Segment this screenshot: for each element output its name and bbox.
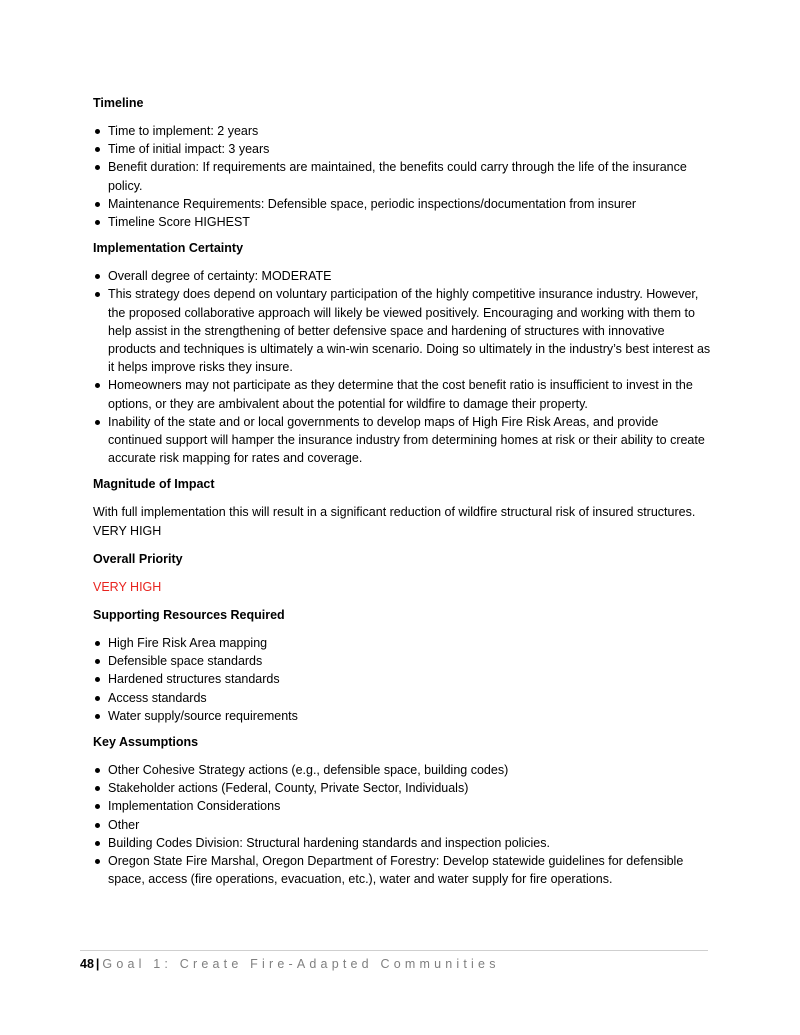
priority-value: VERY HIGH — [93, 579, 162, 594]
page-footer — [80, 950, 708, 973]
list-item: Defensible space standards — [93, 652, 713, 670]
list-item: Overall degree of certainty: MODERATE — [93, 267, 713, 285]
footer-separator: | — [95, 957, 100, 971]
list-item: Maintenance Requirements: Defensible space, periodic inspections/documentation from insurer — [93, 195, 713, 213]
timeline-heading: Timeline — [93, 96, 144, 110]
certainty-heading: Implementation Certainty — [93, 241, 244, 256]
assumptions-list — [93, 761, 713, 888]
list-item: Building Codes Division: Structural hardening standards and inspection policies. — [93, 834, 713, 852]
priority-heading: Overall Priority — [93, 551, 183, 566]
list-item: Water supply/source requirements — [93, 707, 713, 725]
certainty-list — [93, 267, 713, 467]
resources-heading: Supporting Resources Required — [93, 608, 285, 623]
list-item: Oregon State Fire Marshal, Oregon Department of Forestry: Develop statewide guidelines for defensible space, access (fire operations, evacuation, etc.), water and water supply for fire operations. — [93, 852, 713, 888]
list-item: This strategy does depend on voluntary participation of the highly competitive insurance industry. However, the proposed collaborative approach will likely be viewed positively. Encouraging and working with them to help assist in the strengthening of better defensive space and hardening of structures with innovative products and techniques is ultimately a win-win scenario. Doing so ultimately in the industry’s best interest as it helps improve risks they insure. — [93, 285, 713, 376]
list-item: Other Cohesive Strategy actions (e.g., defensible space, building codes) — [93, 761, 713, 779]
list-item: Other — [93, 816, 713, 834]
list-item: Stakeholder actions (Federal, County, Private Sector, Individuals) — [93, 779, 713, 797]
page-number: 48 — [80, 957, 94, 971]
assumptions-heading: Key Assumptions — [93, 735, 199, 750]
list-item: Time of initial impact: 3 years — [93, 140, 713, 158]
list-item: Timeline Score HIGHEST — [93, 213, 713, 231]
footer-goal-title: Goal 1: Create Fire-Adapted Communities — [102, 957, 500, 971]
list-item: Hardened structures standards — [93, 670, 713, 688]
document-body — [93, 94, 713, 897]
list-item: Implementation Considerations — [93, 797, 713, 815]
resources-list — [93, 634, 713, 725]
list-item: Homeowners may not participate as they determine that the cost benefit ratio is insufficient to invest in the options, or they are ambivalent about the potential for wildfire to damage their property. — [93, 376, 713, 412]
list-item: High Fire Risk Area mapping — [93, 634, 713, 652]
list-item: Access standards — [93, 689, 713, 707]
list-item: Benefit duration: If requirements are maintained, the benefits could carry through the life of the insurance policy. — [93, 158, 713, 194]
list-item: Time to implement: 2 years — [93, 122, 713, 140]
list-item: Inability of the state and or local governments to develop maps of High Fire Risk Areas, and provide continued support will hamper the insurance industry from determining homes at risk or their ability to create accurate risk mapping for rates and coverage. — [93, 413, 713, 468]
magnitude-heading: Magnitude of Impact — [93, 477, 215, 492]
magnitude-text: With full implementation this will result in a significant reduction of wildfire structural risk of insured structures. VERY HIGH — [93, 505, 696, 538]
timeline-list — [93, 122, 713, 231]
